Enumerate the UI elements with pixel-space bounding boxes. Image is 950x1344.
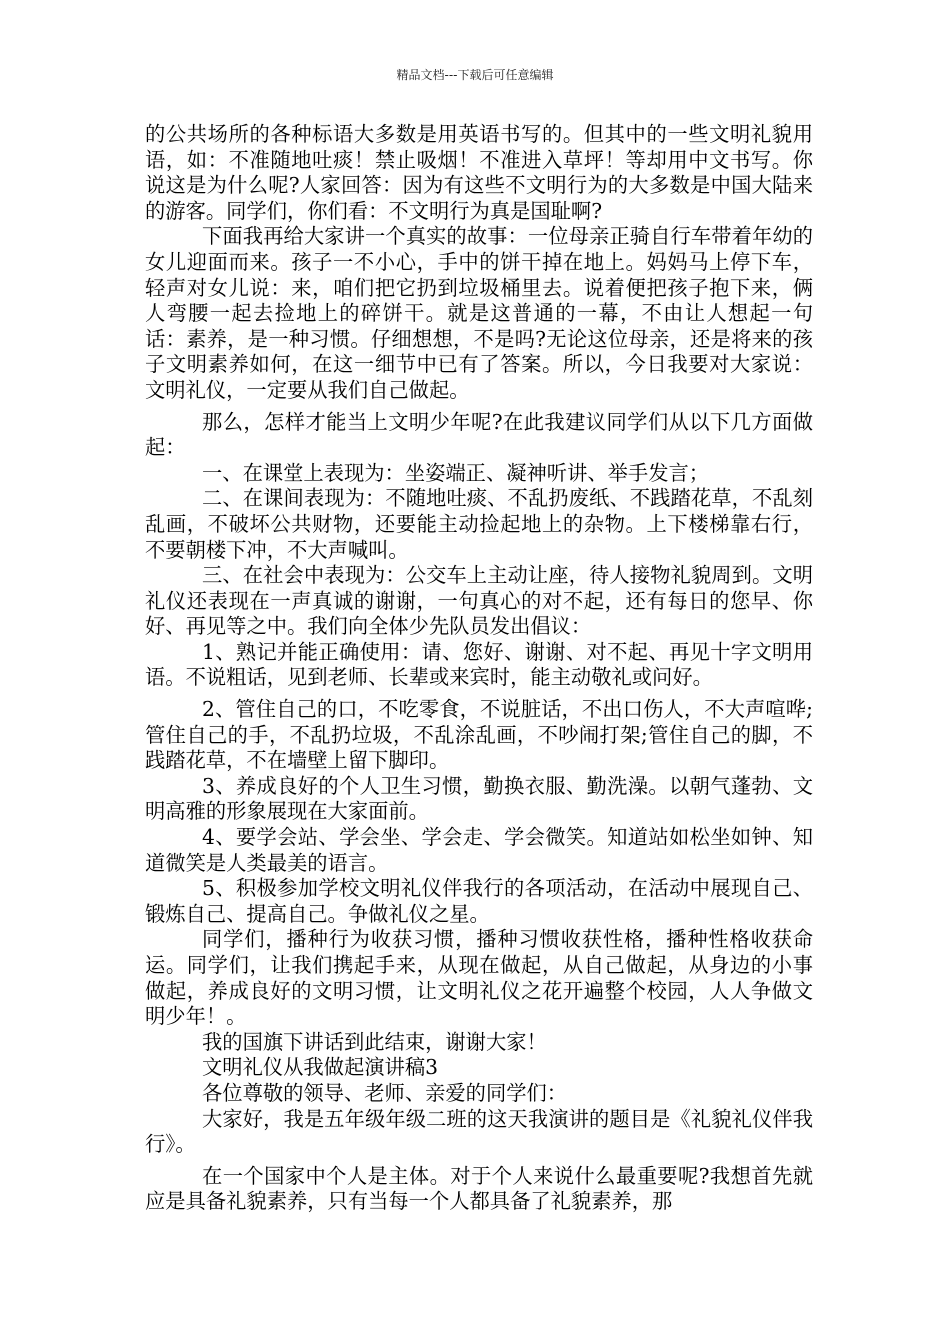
paragraph-4: 一、在课堂上表现为：坐姿端正、凝神听讲、举手发言； <box>202 460 710 485</box>
paragraph-3: 那么，怎样才能当上文明少年呢?在此我建议同学们从以下几方面做起： <box>145 409 813 460</box>
paragraph-14: 文明礼仪从我做起演讲稿3 <box>202 1055 438 1080</box>
paragraph-16: 大家好，我是五年级年级二班的这天我演讲的题目是《礼貌礼仪伴我行》。 <box>145 1106 813 1157</box>
page-header: 精品文档---下载后可任意编辑 <box>396 68 554 82</box>
paragraph-11: 5、积极参加学校文明礼仪伴我行的各项活动，在活动中展现自己、锻炼自己、提高自己。争做礼仪之星。 <box>145 876 813 926</box>
paragraph-17: 在一个国家中个人是主体。对于个人来说什么最重要呢?我想首先就应是具备礼貌素养，只有当每一个人都具备了礼貌素养，那 <box>145 1163 813 1214</box>
paragraph-12: 同学们，播种行为收获习惯，播种习惯收获性格，播种性格收获命运。同学们，让我们携起手来，从现在做起，从自己做起，从身边的小事做起，养成良好的文明习惯，让文明礼仪之花开遍整个校园，人人争做文明少年！。 <box>145 927 813 1029</box>
document-body <box>145 122 813 1215</box>
paragraph-10: 4、要学会站、学会坐、学会走、学会微笑。知道站如松坐如钟、知道微笑是人类最美的语言。 <box>145 825 813 875</box>
paragraph-8: 2、管住自己的口，不吃零食，不说脏话，不出口伤人，不大声喧哗;管住自己的手，不乱扔垃圾，不乱涂乱画，不吵闹打架;管住自己的脚，不践踏花草，不在墙壁上留下脚印。 <box>145 697 813 773</box>
paragraph-15: 各位尊敬的领导、老师、亲爱的同学们： <box>202 1080 568 1105</box>
paragraph-13: 我的国旗下讲话到此结束，谢谢大家！ <box>202 1029 547 1054</box>
paragraph-5: 二、在课间表现为：不随地吐痰、不乱扔废纸、不践踏花草，不乱刻乱画，不破坏公共财物，还要能主动捡起地上的杂物。上下楼梯靠右行，不要朝楼下冲，不大声喊叫。 <box>145 486 813 562</box>
paragraph-7: 1、熟记并能正确使用：请、您好、谢谢、对不起、再见十字文明用语。不说粗话，见到老师、长辈或来宾时，能主动敬礼或问好。 <box>145 639 813 690</box>
paragraph-6: 三、在社会中表现为：公交车上主动让座，待人接物礼貌周到。文明礼仪还表现在一声真诚的谢谢，一句真心的对不起，还有每日的您早、你好、再见等之中。我们向全体少先队员发出倡议： <box>145 563 813 639</box>
paragraph-9: 3、养成良好的个人卫生习惯，勤换衣服、勤洗澡。以朝气蓬勃、文明高雅的形象展现在大家面前。 <box>145 773 813 824</box>
paragraph-1: 的公共场所的各种标语大多数是用英语书写的。但其中的一些文明礼貌用语，如：不准随地吐痰！禁止吸烟！不准进入草坪！等却用中文书写。你说这是为什么呢?人家回答：因为有这些不文明行为的大多数是中国大陆来的游客。同学们，你们看：不文明行为真是国耻啊? <box>145 122 813 223</box>
paragraph-2: 下面我再给大家讲一个真实的故事：一位母亲正骑自行车带着年幼的女儿迎面而来。孩子一不小心，手中的饼干掉在地上。妈妈马上停下车，轻声对女儿说：来，咱们把它扔到垃圾桶里去。说着便把孩子抱下来，俩人弯腰一起去捡地上的碎饼干。就是这普通的一幕，不由让人想起一句话：素养，是一种习惯。仔细想想，不是吗?无论这位母亲，还是将来的孩子文明素养如何，在这一细节中已有了答案。所以，今日我要对大家说：文明礼仪，一定要从我们自己做起。 <box>145 224 813 402</box>
